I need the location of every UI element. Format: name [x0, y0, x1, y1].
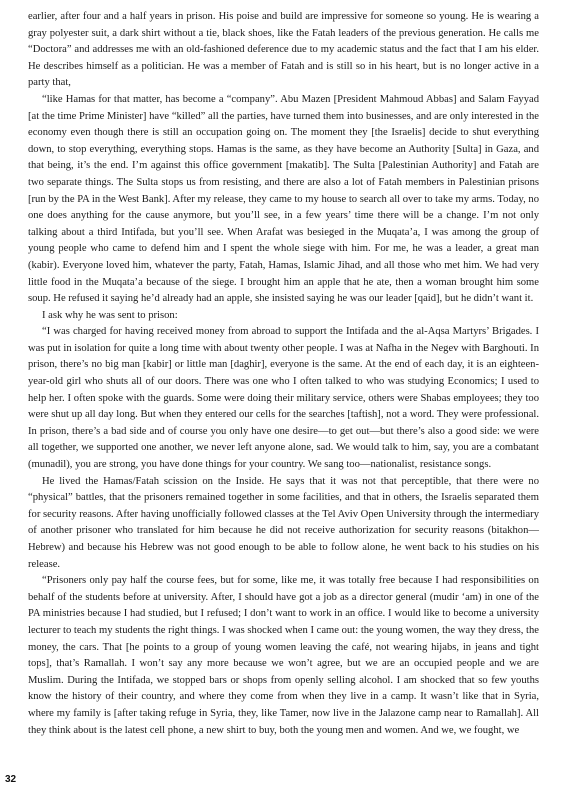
paragraph-2: “like Hamas for that matter, has become a “company”. Abu Mazen [President Mahmoud Abbas] and Salam Fayyad [at the time Prime Minister] have “killed” all the parties, have turned them into businesses, and are only interested in the economy even though there is still an occupation going on. The moment they [the Israelis] decide to shut everything down, to stop everything, everything stops. Hamas is the same, as they have become an Authority [Sulta] in Gaza, and that being, it’s the end. I’m against this office government [makatib]. The Sulta [Palestinian Authority] and Fatah are two separate things. The Sulta stops us from resisting, and there are also a lot of Fatah members in Palestinian prisons [run by the PA in the West Bank]. After my release, they came to my house to search all over to take my arms. Today, no one does anything for the cause anymore, but you’ll see, in a few years’ time there will be a change. I’m not only talking about a third Intifada, but you’ll see. When Arafat was besieged in the Muqata’a, I was among the group of young people who came to defend him and I spent the whole siege with him. For me, he was a leader, a great man (kabir). Everyone loved him, whatever the party, Fatah, Hamas, Islamic Jihad, and all those who met him. We had very little food in the Muqata’a because of the siege. I brought him an apple that he ate, then a woman brought him some soup. He refused it saying he’d already had an apple, she insisted saying he was our leader [qaid], but he didn’t want it.: [28, 93, 539, 305]
paragraph-3: I ask why he was sent to prison:: [42, 309, 178, 321]
paragraph-4: “I was charged for having received money from abroad to support the Intifada and the al-Aqsa Martyrs’ Brigades. I was put in isolation for quite a long time with about twenty other people. I was at Nafha in the Negev with Barghouti. In prison, there’s no big man [kabir] or little man [daghir], everyone is the same. At the end of each day, it is an eighteen-year-old girl who shuts all of our doors. There was one who I often talked to who was studying Economics; I used to help her. I often spoke with the guards. Some were doing their military service, others were Shabas employees; they too were shut up all day long. But when they entered our cells for the searches [taftish], not a word. They were professional. In prison, there’s a bad side and of course you only have one desire—to get out—but there’s also a good side: we were all together, we supported one another, we never left anyone alone, sad. We would talk to him, say, you are a combatant (munadil), you are strong, you have done things for your country. We sang too—nationalist, resistance songs.: [28, 326, 539, 471]
paragraph-6: “Prisoners only pay half the course fees, but for some, like me, it was totally free because I had responsibilities on behalf of the students before at university. After, I should have got a job as a director general (mudir ‘am) in one of the PA ministries because I had studied, but I refused; I don’t want to work in an office. I would like to become a university lecturer to teach my students the right things. I was shocked when I came out: the young women, the way they dress, the money, the cars. That [he points to a group of young women leaving the café, not wearing hijabs, in jeans and tight tops], that’s Ramallah. I won’t say any more because we won’t agree, but we are an occupied people and we are Muslim. During the Intifada, we stopped bars or shops from openly selling alcohol. I am shocked that so few youths know the history of their country, and where they come from when they live in a camp. It wasn’t like that in Syria, where my family is [after taking refuge in Syria, they, like Tamer, now live in the Jalazone camp near to Ramallah]. All they think about is the latest cell phone, a new shirt to buy, both the young men and women. And we, we fought, we: [28, 575, 539, 736]
paragraph-5: He lived the Hamas/Fatah scission on the Inside. He says that it was not that perceptible, that there were no “physical” battles, that the prisoners remained together in some facilities, and that in others, the Israelis separated them for security reasons. After having unofficially followed classes at the Tel Aviv Open University through the intermediary of another prisoner who translated for him because he did not receive authorization for security reasons (bitakhon—Hebrew) and because his Hebrew was not good enough to be able to follow alone, he went back to his studies on his release.: [28, 475, 539, 570]
paragraph-1: earlier, after four and a half years in prison. His poise and build are impressive for someone so young. He is wearing a gray polyester suit, a dark shirt without a tie, black shoes, like the Fatah leaders of the previous generation. He calls me “Doctora” and addresses me with an old-fashioned deference due to my academic status and the fact that I am his elder. He describes himself as a politician. He was a member of Fatah and is still so in his heart, but is no longer active in a party that,: [28, 11, 539, 89]
page-body: [28, 9, 539, 739]
page-number: 32: [5, 774, 17, 785]
